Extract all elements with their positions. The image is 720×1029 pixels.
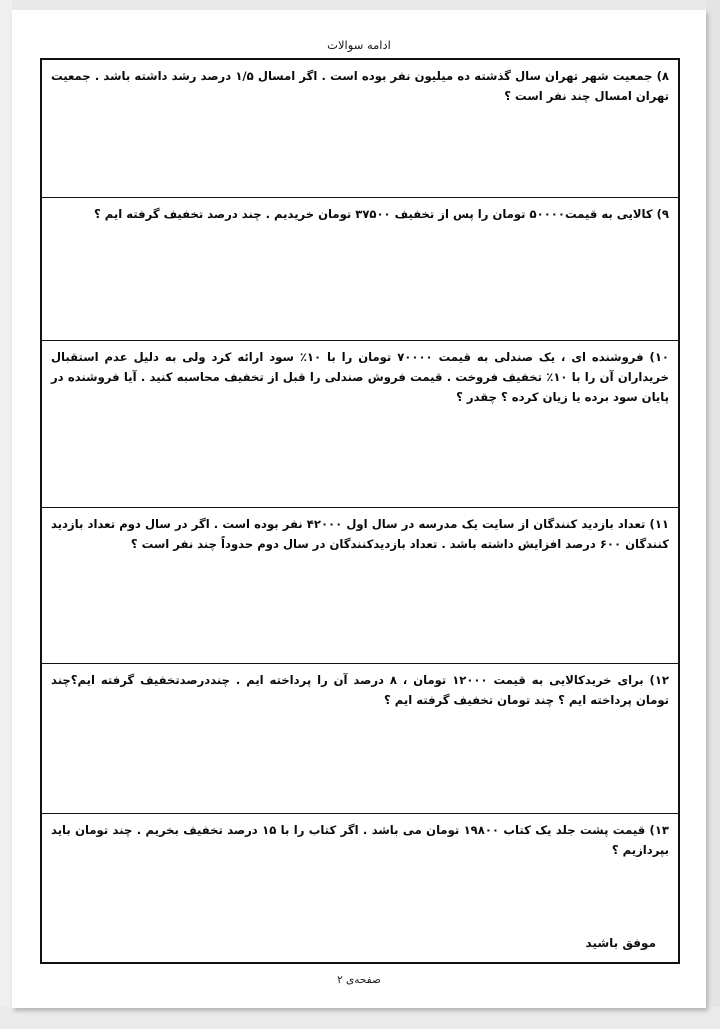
scan-edge-left	[0, 0, 12, 1029]
question-row-11	[42, 508, 678, 664]
document-header: ادامه سوالات	[327, 38, 391, 52]
question-text-13: ۱۳) قیمت پشت جلد یک کتاب ۱۹۸۰۰ تومان می باشد . اگر کتاب را با ۱۵ درصد تخفیف بخریم . چند تومان باید بپردازیم ؟	[51, 823, 669, 857]
question-row-13	[42, 814, 678, 962]
scan-edge-top	[0, 0, 720, 10]
closing-note: موفق باشید	[585, 936, 656, 950]
question-row-8	[42, 60, 678, 198]
question-row-9	[42, 198, 678, 341]
question-text-11: ۱۱) تعداد بازدید کنندگان از سایت یک مدرسه در سال اول ۴۲۰۰۰ نفر بوده است . اگر در سال دوم تعداد بازدید کنندگان ۶۰۰ درصد افزایش داشته باشد . تعداد بازدیدکنندگان در سال دوم حدوداً چند نفر است ؟	[51, 517, 669, 551]
question-row-12	[42, 664, 678, 814]
question-row-10	[42, 341, 678, 508]
question-table	[40, 58, 680, 964]
page-footer: صفحه‌ی ۲	[337, 974, 381, 986]
worksheet-page	[12, 10, 706, 1008]
scan-edge-right	[706, 0, 720, 1029]
question-text-12: ۱۲) برای خریدکالایی به قیمت ۱۲۰۰۰ تومان ، ۸ درصد آن را پرداخته ایم . چنددرصدتخفیف گرفته ایم؟چند تومان پرداخته ایم ؟ چند تومان تخفیف گرفته ایم ؟	[51, 673, 669, 707]
question-text-10: ۱۰) فروشنده ای ، یک صندلی به قیمت ۷۰۰۰۰ تومان را با ۱۰٪ سود ارائه کرد ولی به دلیل عدم استقبال خریداران آن را با ۱۰٪ تخفیف فروخت . قیمت فروش صندلی را قبل از تخفیف محاسبه کنید . آیا فروشنده در پایان سود برده یا زیان کرده ؟ چقدر ؟	[51, 350, 669, 404]
question-text-9: ۹) کالایی به قیمت۵۰۰۰۰ تومان را پس از تخفیف ۳۷۵۰۰ تومان خریدیم . چند درصد تخفیف گرفته ایم ؟	[94, 207, 669, 221]
question-text-8: ۸) جمعیت شهر تهران سال گذشته ده میلیون نفر بوده است . اگر امسال ۱/۵ درصد رشد داشته باشد . جمعیت تهران امسال چند نفر است ؟	[51, 69, 669, 103]
scan-edge-bottom	[0, 1007, 720, 1029]
